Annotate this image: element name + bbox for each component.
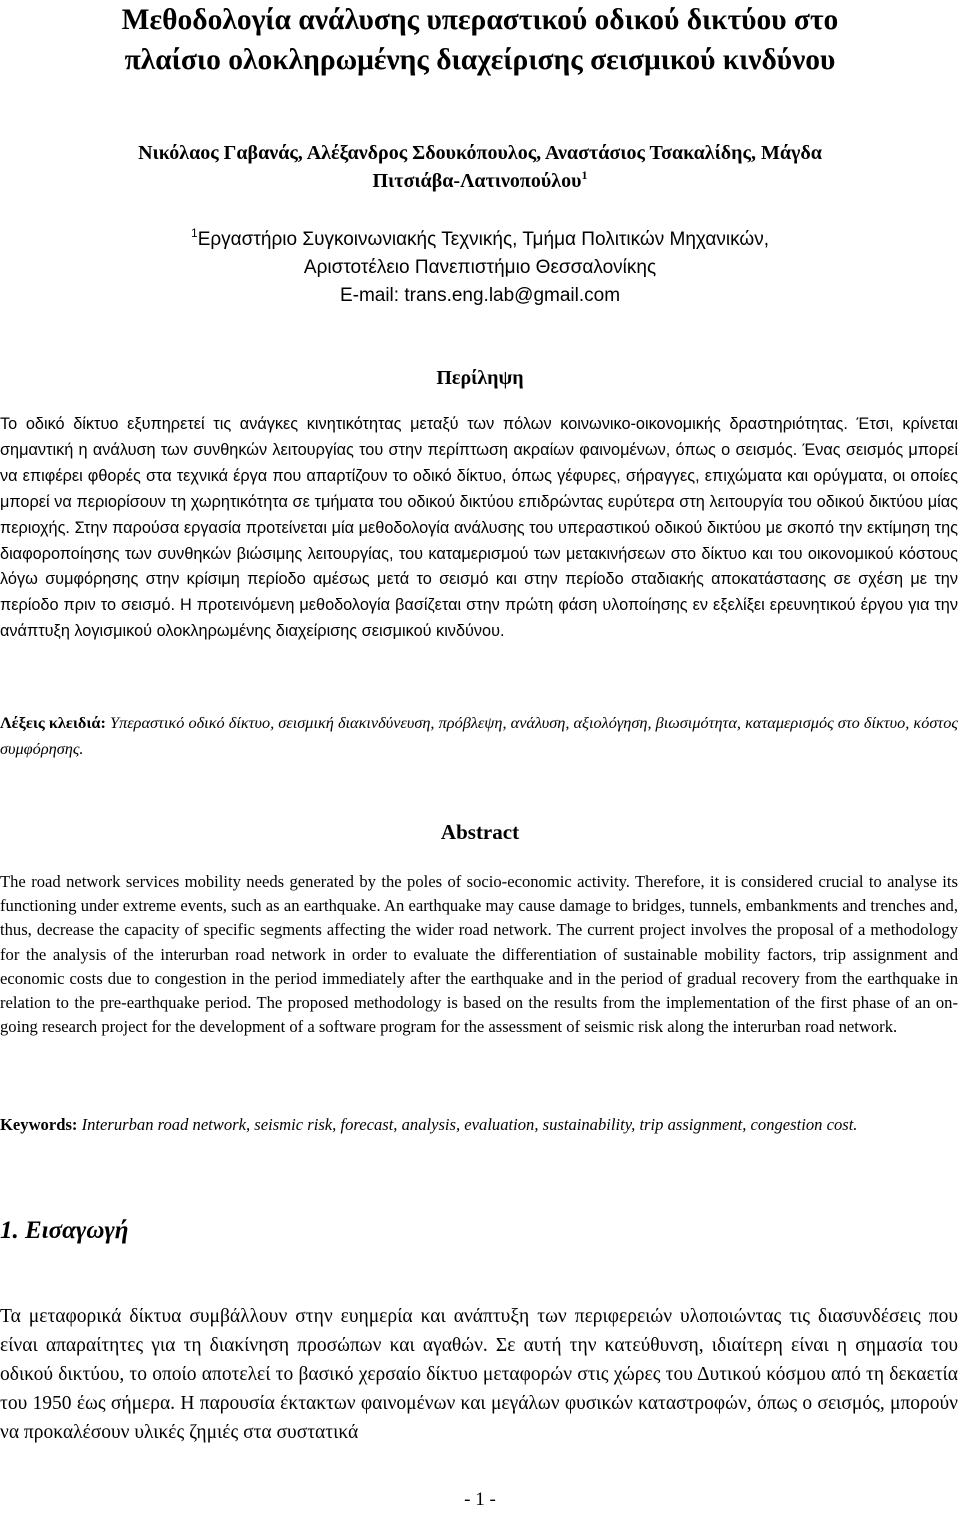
english-keywords-text: Interurban road network, seismic risk, forecast, analysis, evaluation, sustainability, trip assignment, congestion cost.: [81, 1115, 858, 1134]
english-abstract-heading: Abstract: [440, 820, 520, 844]
affiliation-line-1: [20, 226, 940, 254]
affiliation-line-2: Αριστοτέλειο Πανεπιστήμιο Θεσσαλονίκης: [303, 257, 657, 278]
paper-title: [20, 0, 940, 80]
affiliation: [20, 226, 940, 310]
greek-keywords-text: Υπεραστικό οδικό δίκτυο, σεισμική διακινδύνευση, πρόβλεψη, ανάλυση, αξιολόγηση, βιωσιμότητα, καταμερισμός στο δίκτυο, κόστος συμφόρησης.: [0, 713, 958, 758]
introduction-body: Τα μεταφορικά δίκτυα συμβάλλουν στην ευημερία και ανάπτυξη των περιφερειών υλοποιώντας τις διασυνδέσεις που είναι απαραίτητες για τη διακίνηση προσώπων και αγαθών. Σε αυτή την κατεύθυνση, ιδιαίτερη είναι η σημασία του οδικού δικτύου, το οποίο αποτελεί το βασικό χερσαίο δίκτυο μεταφορών στις χώρες του Δυτικού κόσμου από τη δεκαετία του 1950 έως σήμερα. Η παρουσία έκτακτων φαινομένων και μεγάλων φυσικών καταστροφών, όπως ο σεισμός, μπορούν να προκαλέσουν υλικές ζημιές στα συστατικά: [0, 1306, 958, 1444]
page-number: - 1 -: [464, 1489, 496, 1510]
english-keywords-label: Keywords:: [0, 1115, 78, 1134]
title-line-2: πλαίσιο ολοκληρωμένης διαχείρισης σεισμικού κινδύνου: [124, 44, 836, 76]
greek-keywords-label: Λέξεις κλειδιά:: [0, 713, 106, 732]
authors-line-2: [20, 167, 940, 195]
author-list: [20, 139, 940, 195]
affiliation-line-1-text: Εργαστήριο Συγκοινωνιακής Τεχνικής, Τμήμα Πολιτικών Μηχανικών,: [197, 229, 769, 250]
section-heading-introduction: 1. Εισαγωγή: [0, 1217, 129, 1244]
affiliation-mark: 1: [191, 226, 198, 240]
authors-line-2-text: Πιτσιάβα-Λατινοπούλου: [372, 170, 582, 192]
author-affiliation-mark: 1: [581, 168, 588, 182]
authors-line-1: Νικόλαος Γαβανάς, Αλέξανδρος Σδουκόπουλος, Αναστάσιος Τσακαλίδης, Μάγδα: [138, 142, 822, 164]
english-abstract-body: The road network services mobility needs generated by the poles of socio-economic activity. Therefore, it is considered crucial to analyse its functioning under extreme events, such as an earthquake. An earthquake may cause damage to bridges, tunnels, embankments and trenches and, thus, decrease the capacity of specific segments affecting the wider road network. The current project involves the proposal of a methodology for the analysis of the interurban road network in order to evaluate the differentiation of sustainable mobility factors, trip assignment and economic costs due to congestion in the period immediately after the earthquake and in the period of gradual recovery from the earthquake in relation to the pre-earthquake period. The proposed methodology is based on the results from the implementation of the first phase of an on-going research project for the development of a software program for the assessment of seismic risk along the interurban road network.: [0, 872, 958, 1037]
english-keywords: [0, 1113, 958, 1137]
greek-abstract-body: Το οδικό δίκτυο εξυπηρετεί τις ανάγκες κινητικότητας μεταξύ των πόλων κοινωνικο-οικονομικής δραστηριότητας. Έτσι, κρίνεται σημαντική η ανάλυση των συνθηκών λειτουργίας του στην περίπτωση ακραίων φαινομένων, όπως ο σεισμός. Ένας σεισμός μπορεί να επιφέρει φθορές στα τεχνικά έργα που απαρτίζουν το οδικό δίκτυο, όπως γέφυρες, σήραγγες, επιχώματα και ορύγματα, οι οποίες μπορεί να περιορίσουν τη χωρητικότητα σε τμήματα του οδικού δικτύου επιδρώντας ευρύτερα στη λειτουργία του οδικού δικτύου μίας περιοχής. Στην παρούσα εργασία προτείνεται μία μεθοδολογία ανάλυσης του υπεραστικού οδικού δικτύου με σκοπό την εκτίμηση της διαφοροποίησης των συνθηκών βιώσιμης λειτουργίας, του καταμερισμού των μετακινήσεων στο δίκτυο και του οικονομικού κόστους λόγω συμφόρησης στην κρίσιμη περίοδο αμέσως μετά το σεισμό και στην περίοδο σταδιακής αποκατάστασης σε σχέση με την περίοδο πριν το σεισμό. Η προτεινόμενη μεθοδολογία βασίζεται στην πρώτη φάση υλοποίησης εν εξελίξει ερευνητικού έργου για την ανάπτυξη λογισμικού ολοκληρωμένης διαχείρισης σεισμικού κινδύνου.: [0, 415, 958, 641]
title-line-1: Μεθοδολογία ανάλυσης υπεραστικού οδικού δικτύου στο: [121, 4, 839, 36]
affiliation-email: E-mail: trans.eng.lab@gmail.com: [339, 285, 621, 306]
greek-abstract-heading: Περίληψη: [436, 367, 524, 389]
greek-keywords: [0, 710, 958, 762]
